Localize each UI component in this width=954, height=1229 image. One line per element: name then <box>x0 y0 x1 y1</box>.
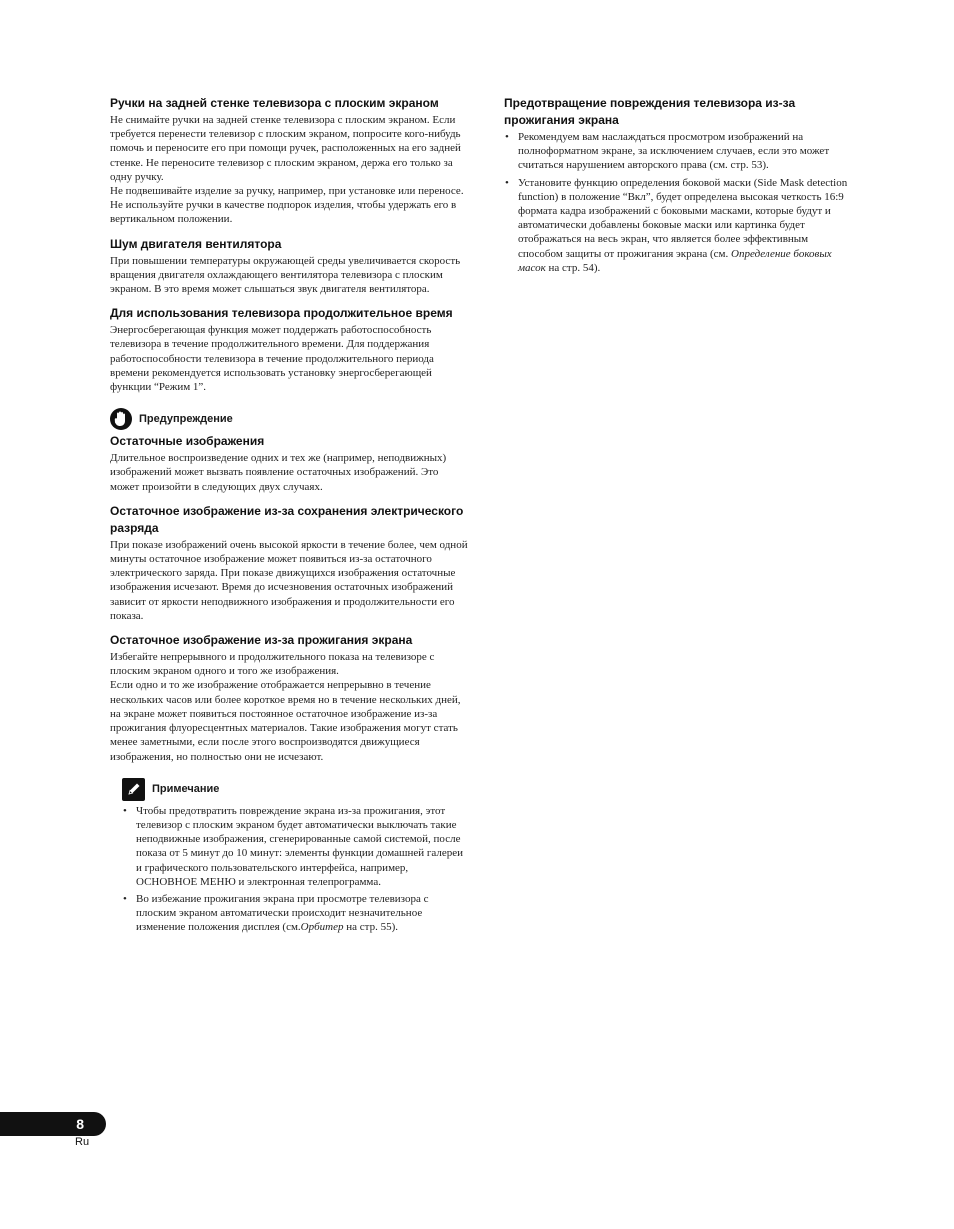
cross-reference: Орбитер <box>300 921 344 934</box>
note-label: Примечание <box>152 783 220 796</box>
list-item: • Рекомендуем вам наслаждаться просмотром изображений на полноформатном экране, за исключением случаев, если это может считаться нарушением авторского права (см. стр. 53). <box>504 130 854 173</box>
paragraph: Энергосберегающая функция может поддержать работоспособность телевизора в течение продолжительного времени. Для поддержания работоспособности телевизора в течение продолжительного периода времени рекомендуется использовать установку энергосберегающей функции “Режим 1”. <box>110 324 434 394</box>
warning-label: Предупреждение <box>139 413 233 426</box>
hand-stop-icon <box>110 408 132 430</box>
paragraph: Длительное воспроизведение одних и тех же (например, неподвижных) изображений может вызвать появление остаточных изображений. Это может произойти в следующих двух случаях. <box>110 452 447 493</box>
page-number: 8 <box>76 1116 84 1132</box>
pencil-icon <box>122 778 145 801</box>
section-title-afterimages: Остаточные изображения <box>110 434 265 449</box>
left-column <box>110 95 470 938</box>
prevention-list <box>504 130 854 275</box>
paragraph: При показе изображений очень высокой яркости в течение более, чем одной минуты остаточное изображение может появиться из-за остаточного электрического заряда. При показе движущихся изображения остаточные изображения исчезают. Время до исчезновения остаточных изображений зависит от яркости неподвижного изображения и продолжительности его показа. <box>110 538 468 622</box>
paragraph: Не снимайте ручки на задней стенке телевизора с плоским экраном. Если требуется перенести телевизор с плоским экраном, попросите кого-нибудь помочь и переносите его при помощи ручек, расположенных на его задней стенке. Не переносите телевизор с плоским экраном, держа его только за одну ручку. <box>110 114 461 183</box>
cross-reference: Определение боковых масок <box>518 247 832 274</box>
list-item <box>122 892 470 935</box>
warning-callout <box>110 408 470 430</box>
section-title-fan-noise: Шум двигателя вентилятора <box>110 236 282 251</box>
section-title-handles: Ручки на задней стенке телевизора с плоским экраном <box>110 96 439 110</box>
list-item: • Чтобы предотвратить повреждение экрана из-за прожигания, этот телевизор с плоским экраном будет автоматически выключать такие неподвижные изображения, сгенерированные самой системой, после показа от 5 минут до 10 минут: элементы функции домашней галереи и графического пользовательского интерфейса, например, ОСНОВНОЕ МЕНЮ и электронная телепрограмма. <box>122 804 470 889</box>
paragraph: При повышении температуры окружающей среды увеличивается скорость вращения двигателя охлаждающего вентилятора телевизора с плоским экраном. В это время может слышаться звук двигателя вентилятора. <box>110 254 461 296</box>
note-callout <box>122 778 470 801</box>
list-item <box>504 176 854 275</box>
section-title-long-use: Для использования телевизора продолжительное время <box>110 306 453 321</box>
paragraph: Избегайте непрерывного и продолжительного показа на телевизоре с плоским экраном одного и того же изображения. <box>110 651 435 678</box>
section-title-charge-afterimage: Остаточное изображение из-за сохранения электрического разряда <box>110 503 464 535</box>
note-block <box>110 778 470 935</box>
language-code: Ru <box>75 1136 90 1148</box>
list-item-text: Во избежание прожигания экрана при просмотре телевизора с плоским экраном автоматически происходит незначительное изменение положения дисплея (см. <box>136 892 429 934</box>
list-item-text: на стр. 55). <box>343 921 398 934</box>
section-title-burn-prevention: Предотвращение повреждения телевизора из-за прожигания экрана <box>504 96 796 127</box>
list-item-text: Установите функцию определения боковой маски (Side Mask detection function) в положение “Вкл”, будет определена высокая четкость 16:9 формата кадра изображений с боковыми масками, которые будут и автоматически добавлены боковые маски или картинка будет отображаться на весь экран, что является более эффективным способом защиты от прожигания экрана (см. <box>518 176 848 260</box>
paragraph: Если одно и то же изображение отображается непрерывно в течение нескольких часов или более короткое время но в течение нескольких дней, на экране может появиться постоянное остаточное изображение из-за прожигания флуоресцентных материалов. Такие изображения могут стать менее заметными, если после этого воспроизводятся движущиеся изображения, но полностью они не исчезают. <box>110 679 461 763</box>
page-number-tab <box>0 1112 106 1136</box>
section-title-burn-in: Остаточное изображение из-за прожигания экрана <box>110 633 413 648</box>
note-list <box>122 804 470 935</box>
right-column <box>504 95 854 278</box>
list-item-text: на стр. 54). <box>545 261 601 274</box>
paragraph: Не подвешивайте изделие за ручку, например, при установке или переносе. Не используйте ручки в качестве подпорок изделия, чтобы удержать его в вертикальном положении. <box>110 185 464 226</box>
